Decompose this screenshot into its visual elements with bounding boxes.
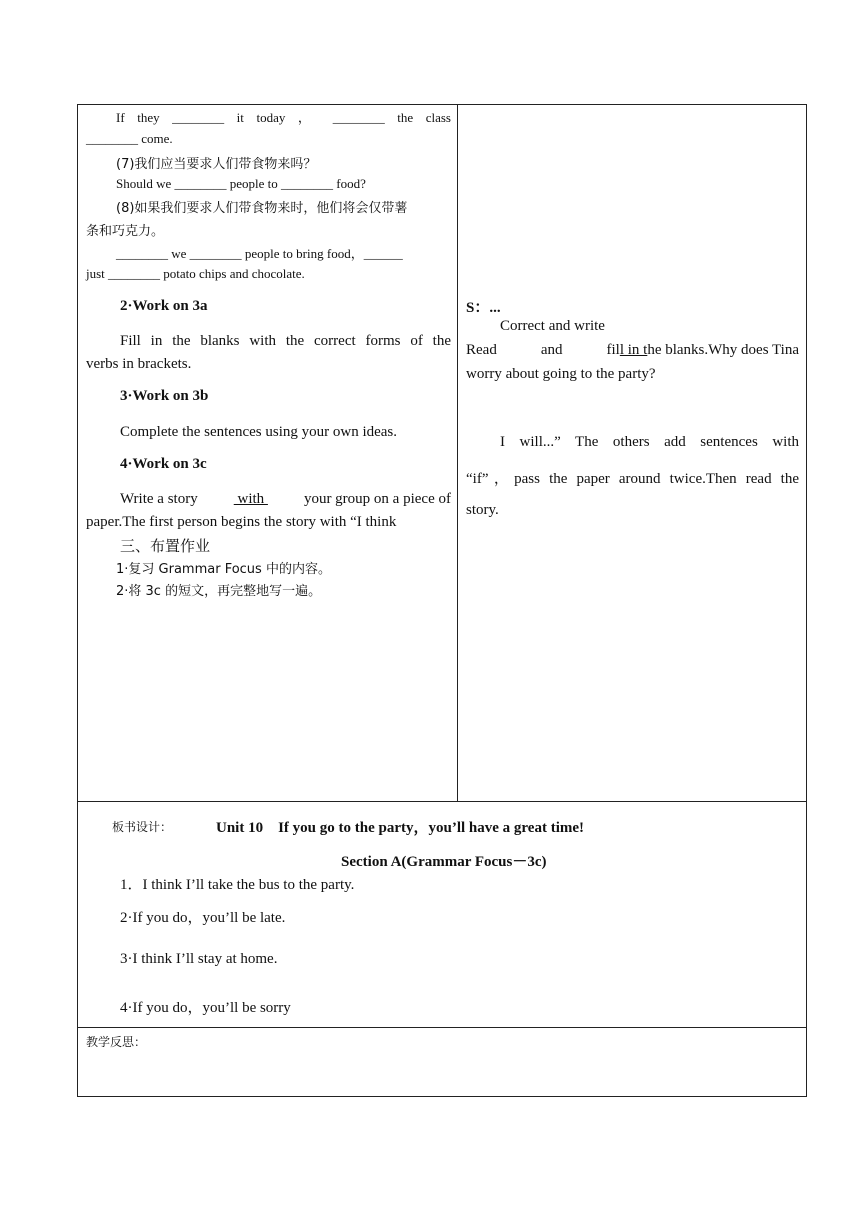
board-item-3: 3·I think I’ll stay at home.: [120, 951, 278, 967]
step-4-text-part-c: your group on a piece of: [303, 491, 451, 507]
table-border-left: [77, 104, 78, 1097]
reflection-label: 教学反思：: [86, 1035, 147, 1049]
read-text-part-b: l in t: [619, 342, 648, 358]
step-4-text-line-2: paper.The first person begins the story with “I think: [86, 514, 397, 530]
step-4-text-part-b: with: [233, 491, 268, 507]
question-7-chinese: (7)我们应当要求人们带食物来吗？: [116, 157, 317, 172]
board-item-1: 1．I think I’ll take the bus to the party.: [120, 877, 355, 893]
homework-item-2: 2·将 3c 的短文，再完整地写一遍。: [116, 584, 322, 599]
story-text-line-3: story.: [466, 502, 499, 518]
story-text-line-1: I will...” The others add sentences with: [500, 434, 799, 450]
board-title: Unit 10 If you go to the party，you’ll have a great time!: [216, 820, 585, 836]
table-border-top: [77, 104, 807, 105]
board-subtitle: Section A(Grammar Focus－3c): [341, 854, 547, 870]
question-8-chinese-line-1: (8)如果我们要求人们带食物来时，他们将会仅带薯: [116, 201, 408, 216]
step-2-text-line-1: Fill in the blanks with the correct forms of the: [120, 333, 451, 349]
step-4-text-line-1: [120, 491, 451, 508]
table-border-bottom: [77, 1096, 807, 1097]
read-text-line-2: worry about going to the party?: [466, 366, 656, 382]
table-border-right: [806, 104, 807, 1097]
question-8-chinese-line-2: 条和巧克力。: [86, 224, 165, 239]
row-divider-reflection: [77, 1027, 807, 1028]
fill-line-2: ________ come.: [86, 131, 173, 146]
board-label: 板书设计：: [112, 820, 173, 834]
story-text-line-2: “if”，pass the paper around twice.Then read the: [466, 471, 799, 487]
row-divider-board: [77, 801, 807, 802]
board-item-2: 2·If you do，you’ll be late.: [120, 910, 286, 926]
step-4-title: 4·Work on 3c: [120, 456, 207, 472]
question-8-english-line-1: ________ we ________ people to bring food，______: [116, 246, 403, 261]
step-2-title: 2·Work on 3a: [120, 298, 208, 314]
student-label: S：...: [466, 300, 501, 316]
question-8-english-line-2: just ________ potato chips and chocolate.: [86, 266, 305, 281]
fill-line-1: If they ________ it today ， ________ the class: [116, 110, 451, 125]
correct-and-write: Correct and write: [500, 318, 605, 334]
step-3-title: 3·Work on 3b: [120, 388, 209, 404]
homework-item-1: 1·复习 Grammar Focus 中的内容。: [116, 562, 331, 577]
read-text-part-c: he blanks.Why does Tina: [647, 342, 799, 358]
question-7-english: Should we ________ people to ________ food?: [116, 176, 366, 191]
step-4-text-part-a: Write a story: [120, 491, 198, 507]
read-text-line-1: [466, 342, 799, 359]
step-2-text-line-2: verbs in brackets.: [86, 356, 192, 372]
homework-title: 三、布置作业: [120, 537, 211, 555]
read-text-part-a: Read and fil: [466, 342, 620, 358]
board-item-4: 4·If you do，you’ll be sorry: [120, 1000, 291, 1016]
step-3-text: Complete the sentences using your own ideas.: [120, 424, 398, 440]
column-divider: [457, 104, 458, 801]
